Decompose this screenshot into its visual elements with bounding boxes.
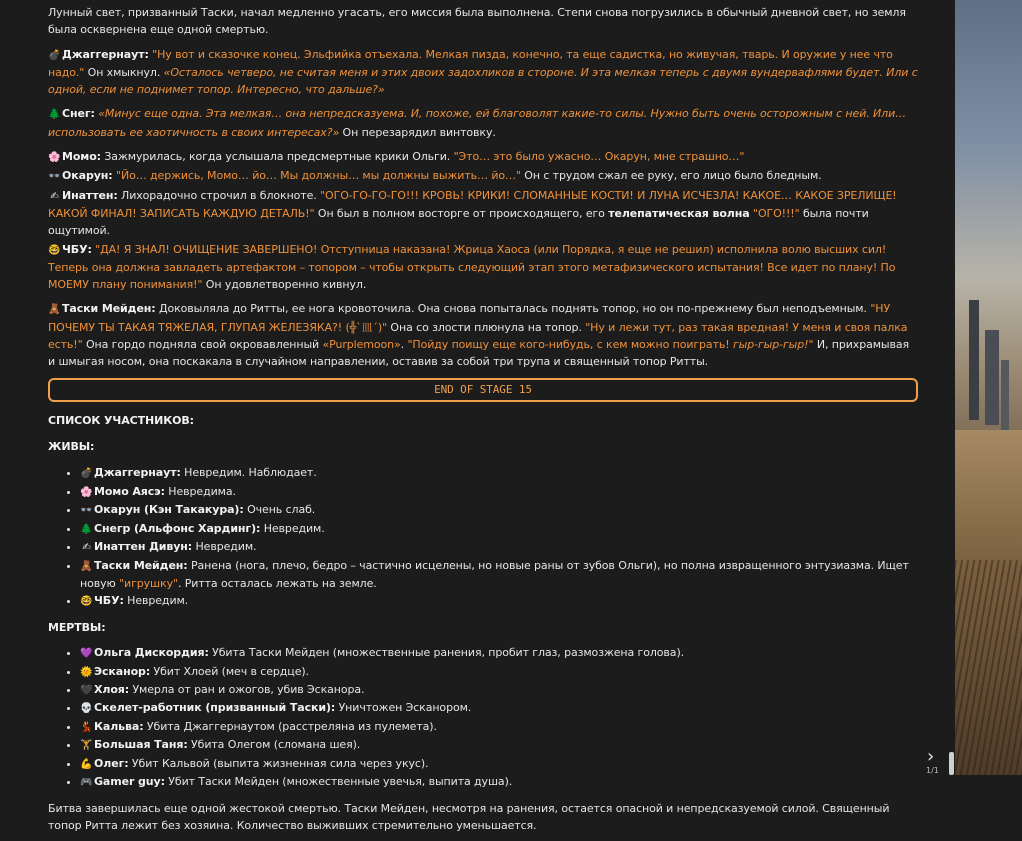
roster-item: • 🎮Gamer guy: Убит Таски Мейден (множественные увечья, выпита душа). xyxy=(80,773,918,791)
paragraph-juggernaut: 💣Джаггернаут: "Ну вот и сказочке конец. Эльфийка отъехала. Мелкая пизда, конечно, та еще садистка, но живучая, тварь. И оружие у нее что надо." Он хмыкнул. «Осталось четверо, не считая меня и этих двоих задохликов в стороне. И эта мелкая теперь с двумя вундервафлями будет. Или с одной, если не поднимет топор. Интересно, что дальше?» xyxy=(48,47,918,97)
roster-name: Таски Мейден: xyxy=(94,558,188,572)
skull-icon: 💀 xyxy=(80,703,93,715)
flexed-arm-icon: 💪 xyxy=(80,758,93,770)
roster-item: • 🌞Эсканор: Убит Хлоей (меч в сердце). xyxy=(80,663,918,681)
stage-banner: END OF STAGE 15 xyxy=(48,378,918,402)
paragraph-chbu: 🤓ЧБУ: "ДА! Я ЗНАЛ! ОЧИЩЕНИЕ ЗАВЕРШЕНО! Отступница наказана! Жрица Хаоса (или Порядка, я еще не решил) исполнила волю высших сил! Теперь она должна завладеть артефактом – топором – чтобы открыть следующий этап этого метафизического испытания! Все идет по плану! По МОЕМУ плану понимания!" Он удовлетворенно кивнул. xyxy=(48,242,896,292)
roster-item: • 👓Окарун (Кэн Такакура): Очень слаб. xyxy=(80,501,918,519)
blossom-icon: 🌸 xyxy=(48,152,61,164)
glasses-icon: 👓 xyxy=(80,505,93,517)
glasses-icon: 👓 xyxy=(48,171,61,183)
chevron-right-icon[interactable]: › xyxy=(927,746,935,767)
paragraph-inatten: ✍ Инаттен: Лихорадочно строчил в блокноте. "ОГО-ГО-ГО-ГО!!! КРОВЬ! КРИКИ! СЛОМАННЫЕ КОСТИ! И ЛУНА ИСЧЕЗЛА! КАКОЕ… КАКОЕ ЗРЕЛИЩЕ! КАКОЙ ФИНАЛ! ЗАПИСАТЬ КАЖДУЮ ДЕТАЛЬ!" Он был в полном восторге от происходящего, его телепатическая волна "ОГО!!!" была почти ощутимой. xyxy=(48,188,897,238)
speaker-name: Джаггернаут: xyxy=(62,47,149,61)
roster-item: • 🌸Момо Аясэ: Невредима. xyxy=(80,483,918,501)
bomb-icon: 💣 xyxy=(80,468,93,480)
dead-list xyxy=(48,644,918,792)
speaker-name: Момо: xyxy=(62,150,101,164)
paragraph-intro: Лунный свет, призванный Таски, начал медленно угасать, его миссия была выполнена. Степи снова погрузились в обычный дневной свет, но земля была осквернена еще одной смертью. xyxy=(48,6,906,37)
dead-title: МЕРТВЫ: xyxy=(48,620,106,634)
nerd-face-icon: 🤓 xyxy=(80,596,93,608)
writing-hand-icon: ✍ xyxy=(50,190,59,202)
alive-title: ЖИВЫ: xyxy=(48,439,95,453)
tree-icon: 🌲 xyxy=(48,109,61,121)
roster-name: Снегр (Альфонс Хардинг): xyxy=(94,521,261,535)
speaker-name: ЧБУ: xyxy=(62,242,92,256)
teddy-bear-icon: 🧸 xyxy=(80,560,93,572)
grass xyxy=(955,560,1022,775)
roster-item: • 🤓ЧБУ: Невредим. xyxy=(80,592,918,610)
swipe-counter: 1/1 xyxy=(926,766,939,775)
spire xyxy=(969,300,979,420)
roster-name: ЧБУ: xyxy=(94,594,124,608)
roster-item: • 💣Джаггернаут: Невредим. Наблюдает. xyxy=(80,464,918,482)
roster-name: Инаттен Дивун: xyxy=(94,540,193,554)
speaker-name: Окарун: xyxy=(62,169,113,183)
roster-item: • 💜Ольга Дискордия: Убита Таски Мейден (множественные ранения, пробит глаз, размозжена голова). xyxy=(80,644,918,662)
spire xyxy=(1001,360,1009,430)
roster-item: • 💀Скелет-работник (призванный Таски): Уничтожен Эсканором. xyxy=(80,699,918,717)
roster-name: Джаггернаут: xyxy=(94,466,181,480)
roster-item: • ✍ Инаттен Дивун: Невредим. xyxy=(80,538,918,556)
roster-name: Олег: xyxy=(94,756,129,770)
black-heart-icon: 🖤 xyxy=(80,685,93,696)
roster-name: Эсканор: xyxy=(94,664,151,678)
teddy-bear-icon: 🧸 xyxy=(48,304,61,316)
roster-item: • 💪Олег: Убит Кальвой (выпита жизненная сила через укус). xyxy=(80,755,918,773)
gamepad-icon: 🎮 xyxy=(80,777,93,789)
tree-icon: 🌲 xyxy=(80,523,93,535)
dancer-icon: 💃 xyxy=(80,721,93,733)
roster-name: Момо Аясэ: xyxy=(94,484,165,498)
speaker-name: Снег: xyxy=(62,107,95,121)
roster-title: СПИСОК УЧАСТНИКОВ: xyxy=(48,413,194,427)
roster-item: • 💃Кальва: Убита Джаггернаутом (расстреляна из пулемета). xyxy=(80,718,918,736)
roster-name: Окарун (Кэн Такакура): xyxy=(94,503,244,517)
roster-name: Ольга Дискордия: xyxy=(94,646,209,660)
speaker-name: Таски Мейден: xyxy=(62,302,156,316)
paragraph-okarun: 👓Окарун: "Йо… держись, Момо… йо… Мы должны… мы должны выжить… йо…" Он с трудом сжал ее руку, его лицо было бледным. xyxy=(48,167,918,185)
roster-item: • 🌲Снегр (Альфонс Хардинг): Невредим. xyxy=(80,520,918,538)
roster-name: Скелет-работник (призванный Таски): xyxy=(94,701,336,715)
roster-item: • 🧸Таски Мейден: Ранена (нога, плечо, бедро – частично исцелены, но новые раны от зубов Ольги), но полна извращенного энтузиазма. Ищет новую "игрушку". Ритта осталась лежать на земле. xyxy=(80,557,918,593)
spire xyxy=(985,330,999,425)
message-body xyxy=(48,4,918,841)
roster-item: • 🏋Большая Таня: Убита Олегом (сломана шея). xyxy=(80,736,918,754)
roster-name: Большая Таня: xyxy=(94,738,188,752)
roster-item: • 🖤Хлоя: Умерла от ран и ожогов, убив Эсканора. xyxy=(80,681,918,699)
alive-list xyxy=(48,464,918,611)
speaker-name: Инаттен: xyxy=(62,188,118,202)
paragraph-momo: 🌸Момо: Зажмурилась, когда услышала предсмертные крики Ольги. "Это… это было ужасно… Окарун, мне страшно…" xyxy=(48,148,918,166)
roster-name: Кальва: xyxy=(94,719,144,733)
writing-hand-icon: ✍ xyxy=(82,542,91,554)
nerd-face-icon: 🤓 xyxy=(48,244,61,256)
scrollbar-thumb[interactable] xyxy=(949,752,954,775)
roster-name: Gamer guy: xyxy=(94,775,165,789)
purple-heart-icon: 💜 xyxy=(80,648,93,660)
weightlifter-icon: 🏋 xyxy=(80,740,93,752)
background-artwork xyxy=(955,0,1022,775)
paragraph-taski: 🧸Таски Мейден: Доковыляла до Ритты, ее нога кровоточила. Она снова попыталась поднять топор, но он по-прежнему был неподъемным. "НУ ПОЧЕМУ ТЫ ТАКАЯ ТЯЖЕЛАЯ, ГЛУПАЯ ЖЕЛЕЗЯКА?! (╬`皿´)" Она со злости плюнула на топор. "Ну и лежи тут, раз такая вредная! У меня и своя палка есть!" Она гордо подняла свой окровавленный «Purplemoon». "Пойду поищу еще кого-нибудь, с кем можно поиграть! гыр-гыр-гыр!" И, прихрамывая и шмыгая носом, она поскакала в случайном направлении, оставив за собой три трупа и священный топор Ритты. xyxy=(48,302,910,369)
roster-name: Хлоя: xyxy=(94,683,130,696)
blossom-icon: 🌸 xyxy=(80,486,93,498)
paragraph-snow: 🌲Снег: «Минус еще одна. Эта мелкая… она непредсказуема. И, похоже, ей благоволят какие-то силы. Нужно быть очень осторожным с ней. Или… использовать ее хаотичность в своих интересах?» Он перезарядил винтовку. xyxy=(48,107,907,139)
scrollbar-track[interactable] xyxy=(935,0,955,775)
bomb-icon: 💣 xyxy=(48,49,61,61)
closing-paragraph: Битва завершилась еще одной жестокой смертью. Таски Мейден, несмотря на ранения, остается опасной и непредсказуемой силой. Священный топор Ритта лежит без хозяина. Количество выживших стремительно уменьшается. xyxy=(48,801,890,833)
sun-icon: 🌞 xyxy=(80,666,93,678)
